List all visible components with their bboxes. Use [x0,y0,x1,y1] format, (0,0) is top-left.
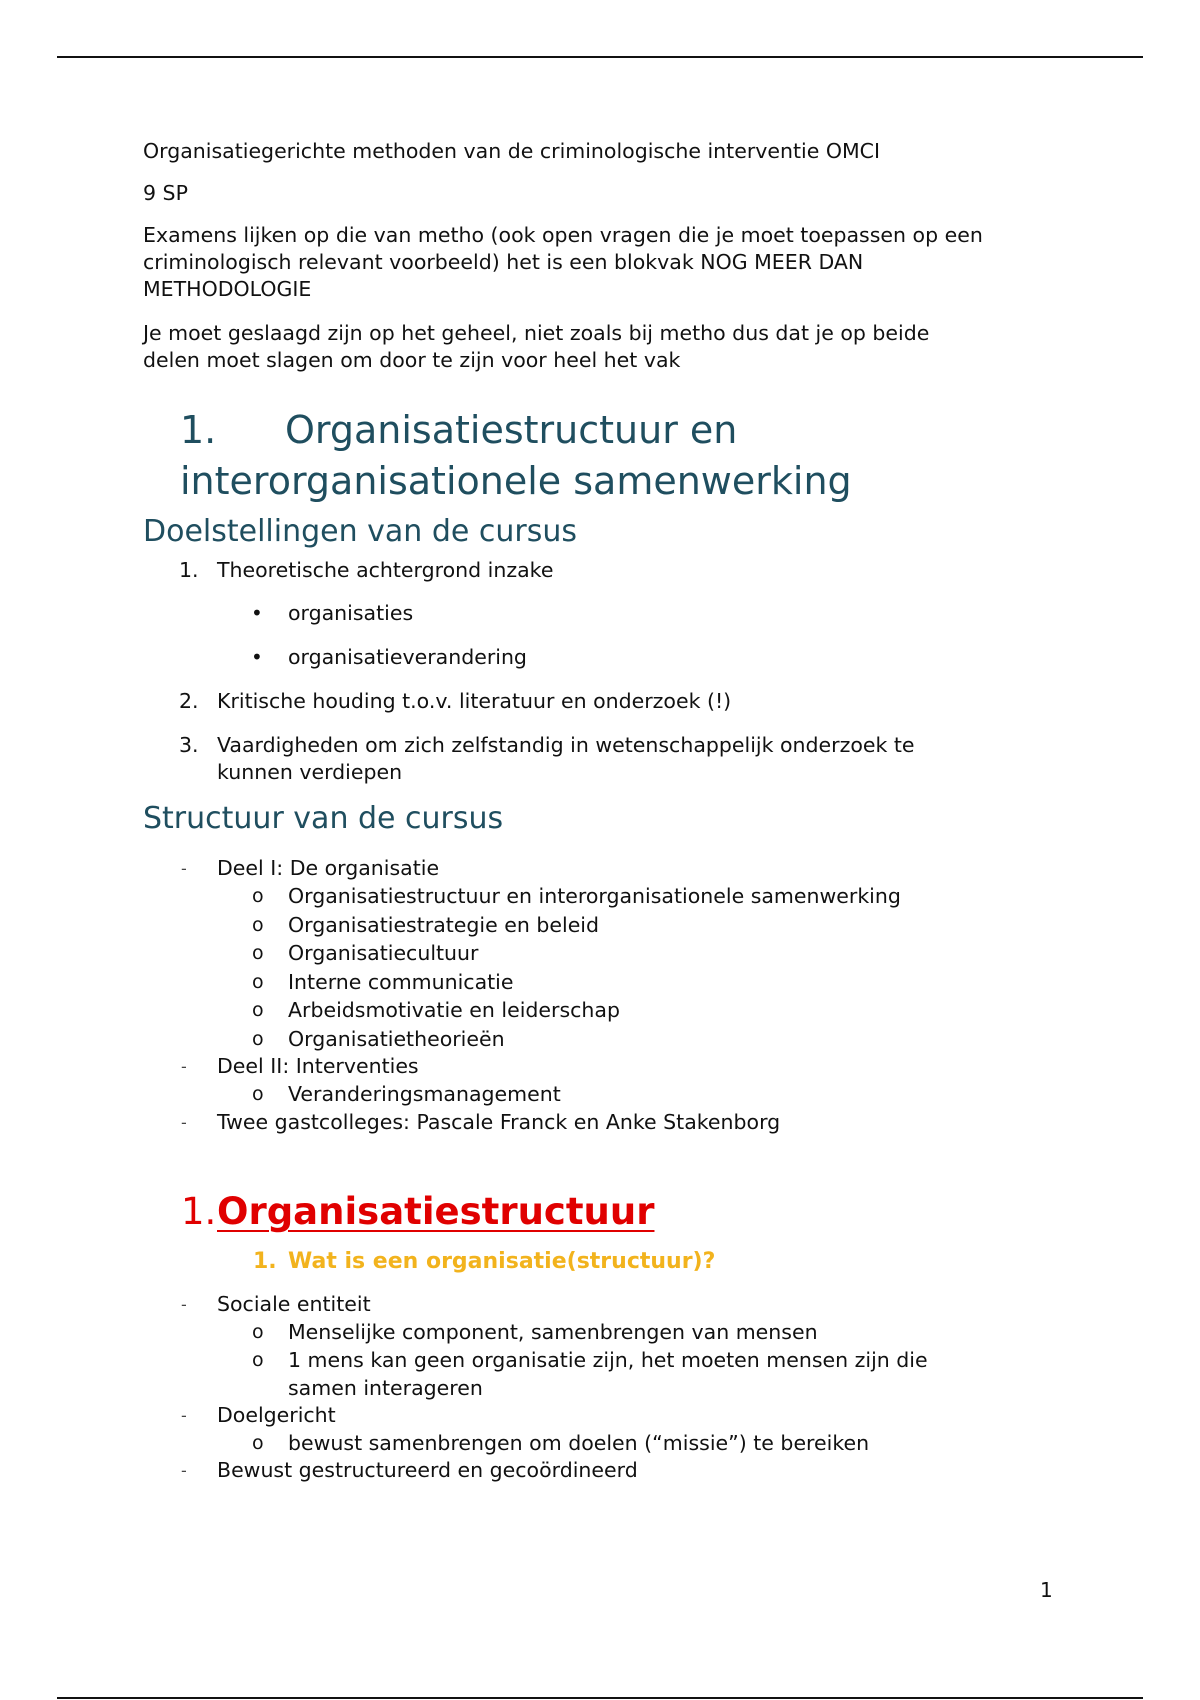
goal-item [143,688,1063,715]
bullet-icon: • [251,645,263,669]
sub-item-text: Interne communicatie [288,969,514,994]
definition-sub-item [143,1429,1063,1458]
sub-item-text: Veranderingsmanagement [288,1082,561,1106]
circle-bullet-icon: o [252,999,264,1021]
pass-note-line: delen moet slagen om door te zijn voor heel het vak [143,348,681,372]
dash-icon: - [181,1057,187,1076]
structure-part [143,1109,1063,1136]
footer-rule [57,1697,1143,1699]
page-content [143,138,1063,1484]
bullet-icon: • [251,601,263,625]
circle-bullet-icon: o [252,942,264,964]
definition-text: Sociale entiteit [217,1291,371,1316]
header-rule [57,56,1143,58]
sub-item-text: Organisatiestrategie en beleid [288,912,600,937]
goal-text: kunnen verdiepen [217,760,403,784]
sub-item-text: Organisatiecultuur [288,941,479,965]
sub-item-text: bewust samenbrengen om doelen (“missie”) te bereiken [288,1430,870,1455]
structure-list [143,855,1063,1136]
section-heading [143,1188,1063,1236]
section-title: Organisatiestructuur [217,1189,655,1233]
goals-list [143,557,1063,786]
sub-item-text: Organisatiestructuur en interorganisationele samenwerking [288,884,901,908]
structure-sub-item [143,911,1063,940]
dash-icon: - [181,1461,187,1480]
exam-note-line: criminologisch relevant voorbeeld) het is een blokvak NOG MEER DAN [143,250,864,274]
credits: 9 SP [143,181,188,205]
sub-item-text: Arbeidsmotivatie en leiderschap [288,998,620,1022]
structure-sub-item [143,882,1063,911]
part-title: Deel I: De organisatie [217,856,440,880]
exam-note-line: METHODOLOGIE [143,277,312,301]
sub-item-text: Menselijke component, samenbrengen van mensen [288,1319,818,1344]
subsection-title: Wat is een organisatie(structuur)? [288,1248,716,1274]
goal-text: Vaardigheden om zich zelfstandig in wetenschappelijk onderzoek te [217,733,915,757]
goals-heading: Doelstellingen van de cursus [143,514,578,549]
pass-note [143,320,1063,374]
structure-heading: Structuur van de cursus [143,801,504,836]
goal-text: Kritische houding t.o.v. literatuur en onderzoek (!) [217,689,732,713]
definition-item [143,1457,1063,1484]
circle-bullet-icon: o [252,913,264,936]
circle-bullet-icon: o [252,885,264,907]
chapter-heading [143,405,1063,507]
goal-sub-item [143,644,1063,671]
sub-item-text: samen interageren [288,1375,483,1400]
pass-note-line: Je moet geslaagd zijn op het geheel, niet zoals bij metho dus dat je op beide [143,321,930,345]
chapter-heading-line-1 [180,405,1063,456]
definition-list [143,1291,1063,1485]
circle-bullet-icon: o [252,1083,264,1105]
goal-sub-text: organisatieverandering [288,645,527,669]
sub-item-text: 1 mens kan geen organisatie zijn, het moeten mensen zijn die [288,1348,928,1372]
dash-icon: - [181,1405,187,1425]
structure-sub-item [143,968,1063,997]
part-title: Deel II: Interventies [217,1054,419,1078]
structure-sub-item [143,996,1063,1025]
circle-bullet-icon: o [252,1027,264,1050]
chapter-number: 1. [180,408,217,452]
part-title: Twee gastcolleges: Pascale Franck en Anke Stakenborg [217,1109,781,1134]
goal-item [143,732,1063,786]
definition-item [143,1291,1063,1318]
goal-number: 2. [179,689,199,713]
structure-sub-item [143,1025,1063,1054]
chapter-heading-line-2: interorganisationele samenwerking [180,459,852,503]
definition-sub-item [143,1346,1063,1402]
structure-sub-item [143,1080,1063,1109]
goal-sub-text: organisaties [288,601,414,625]
circle-bullet-icon: o [252,1349,264,1371]
structure-sub-item [143,939,1063,968]
subsection-number: 1. [253,1248,277,1274]
definition-sub-item [143,1318,1063,1347]
structure-part [143,855,1063,882]
circle-bullet-icon: o [252,1320,264,1343]
course-title: Organisatiegerichte methoden van de criminologische interventie OMCI [143,139,881,163]
sub-item-text: Organisatietheorieën [288,1026,505,1051]
goal-text: Theoretische achtergrond inzake [217,558,554,582]
page-number: 1 [1040,1578,1053,1602]
goal-number: 3. [179,733,199,757]
structure-part [143,1053,1063,1080]
goal-item [143,557,1063,584]
exam-note [143,222,1063,303]
definition-item [143,1402,1063,1429]
definition-text: Doelgericht [217,1402,336,1427]
section-number: 1. [181,1189,217,1233]
dash-icon: - [181,859,187,878]
dash-icon: - [181,1294,187,1314]
chapter-title: Organisatiestructuur en [285,408,738,452]
subsection-heading [143,1247,1063,1277]
definition-text: Bewust gestructureerd en gecoördineerd [217,1458,638,1482]
exam-note-line: Examens lijken op die van metho (ook open vragen die je moet toepassen op een [143,223,983,247]
dash-icon: - [181,1112,187,1132]
circle-bullet-icon: o [252,970,264,993]
circle-bullet-icon: o [252,1431,264,1454]
goal-sub-item [143,600,1063,627]
goal-number: 1. [179,558,199,582]
